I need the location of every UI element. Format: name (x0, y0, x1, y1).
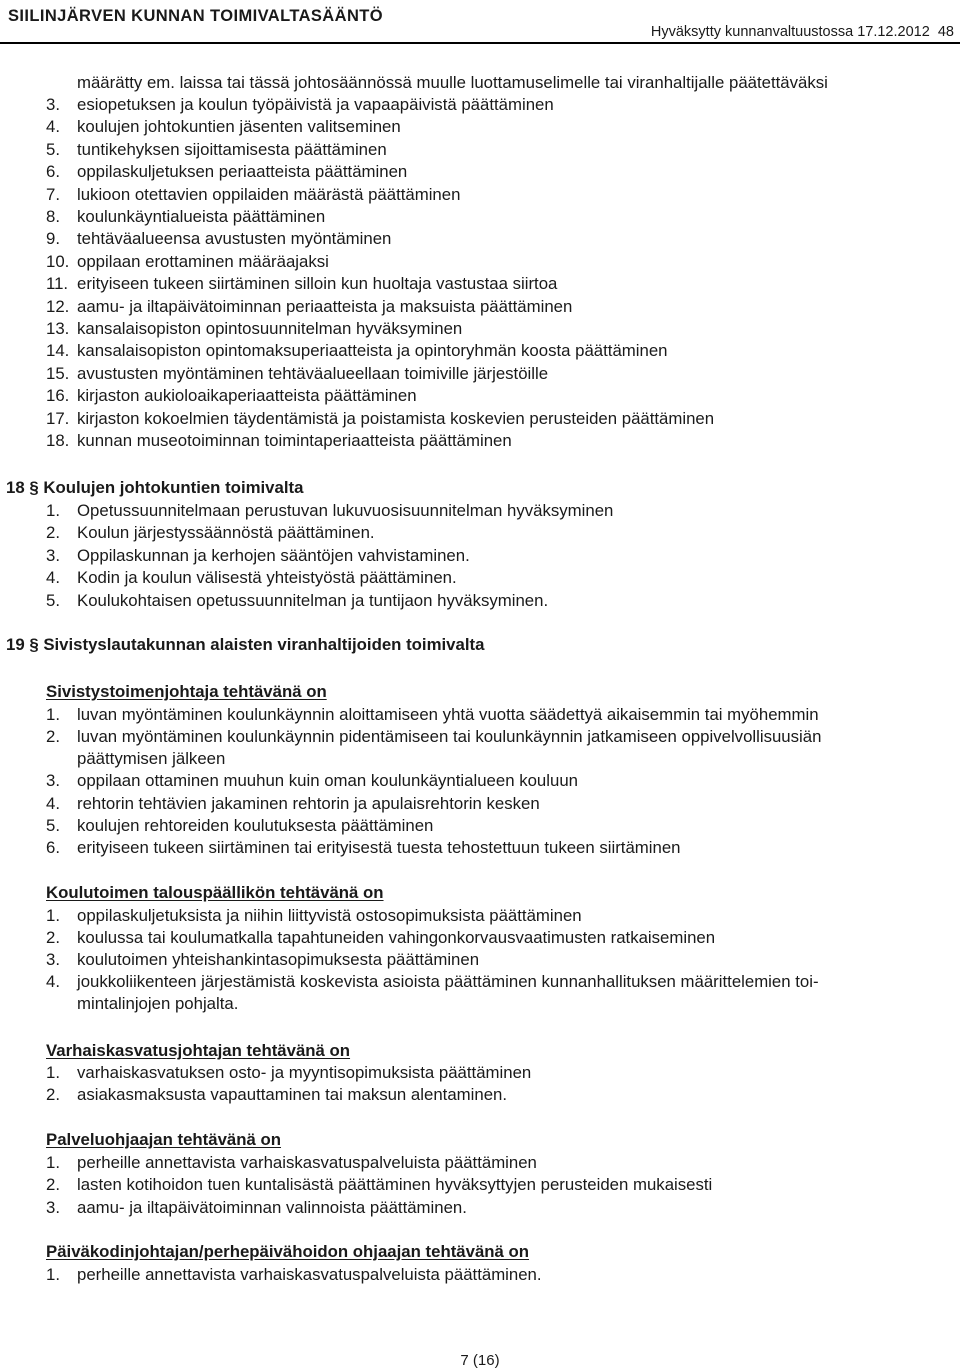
item-text: joukkoliikenteen järjestämistä koskevista asioista päättäminen kunnanhallituksen määrittelemien toi- (77, 972, 819, 991)
list-item (46, 185, 460, 205)
list-item (46, 386, 417, 406)
list-item (46, 162, 407, 182)
list-item (46, 794, 540, 814)
item-text: varhaiskasvatuksen osto- ja myyntisopimuksista päättäminen (77, 1063, 532, 1082)
list-item (46, 409, 714, 429)
list-item (46, 568, 457, 588)
list-item-continuation (77, 994, 238, 1014)
item-number: 12. (46, 296, 70, 316)
item-number: 2. (46, 727, 60, 746)
approval-info (651, 24, 954, 40)
item-text: perheille annettavista varhaiskasvatuspalveluista päättäminen. (77, 1265, 542, 1284)
item-number: 1. (46, 906, 60, 925)
subsection-title-text: Sivistystoimenjohtaja tehtävänä on (46, 682, 327, 701)
list-item (46, 431, 512, 451)
item-number: 2. (46, 928, 60, 947)
subsection-title (46, 1041, 350, 1061)
list-item (46, 1265, 542, 1285)
list-item (46, 816, 433, 836)
item-number: 8. (46, 207, 60, 226)
item-text: luvan myöntäminen koulunkäynnin pidentämiseen tai koulunkäynnin jatkamiseen oppivelvollisuusiän (77, 727, 822, 746)
list-item (46, 229, 391, 249)
item-text: Kodin ja koulun välisestä yhteistyöstä päättäminen. (77, 568, 457, 588)
item-text: lukioon otettavien oppilaiden määrästä päättäminen (77, 184, 461, 204)
item-text: rehtorin tehtävien jakaminen rehtorin ja apulaisrehtorin kesken (77, 794, 540, 813)
item-number: 7. (46, 184, 60, 204)
list-item (46, 928, 715, 948)
item-text: perheille annettavista varhaiskasvatuspalveluista päättäminen (77, 1153, 537, 1172)
list-item (46, 1153, 537, 1173)
list-item (46, 319, 462, 339)
list-item (46, 297, 572, 317)
subsection-title (46, 1242, 529, 1262)
item-text: Oppilaskunnan ja kerhojen sääntöjen vahvistaminen. (77, 545, 470, 565)
subsection-title (46, 883, 384, 903)
subsection-title-text: Palveluohjaajan tehtävänä on (46, 1130, 282, 1149)
section-19-heading (6, 635, 484, 655)
item-number: 5. (46, 590, 60, 610)
item-number: 1. (46, 501, 60, 520)
item-text: koulujen rehtoreiden koulutuksesta päättäminen (77, 816, 434, 835)
item-number: 2. (46, 1175, 60, 1195)
list-item (46, 838, 681, 858)
list-item (46, 705, 819, 725)
list-item (46, 252, 329, 272)
section-18-heading (6, 478, 303, 498)
item-text: Opetussuunnitelmaan perustuvan lukuvuosisuunnitelman hyväksyminen (77, 501, 614, 520)
item-number: 11. (46, 274, 69, 294)
document-title: SIILINJÄRVEN KUNNAN TOIMIVALTASÄÄNTÖ (8, 7, 383, 25)
item-text: luvan myöntäminen koulunkäynnin aloittamiseen yhtä vuotta säädettyä aikaisemmin tai myöhemmin (77, 705, 819, 724)
page-number: 48 (937, 24, 954, 40)
item-text: kansalaisopiston opintosuunnitelman hyväksyminen (77, 319, 463, 338)
item-text-continued: päättymisen jälkeen (77, 749, 226, 768)
list-item (46, 95, 554, 115)
item-text: erityiseen tukeen siirtäminen tai erityisestä tuesta tehostettuun tukeen siirtäminen (77, 838, 681, 857)
list-item (46, 1198, 467, 1218)
item-number: 15. (46, 363, 70, 383)
item-text: asiakasmaksusta vapauttaminen tai maksun alentaminen. (77, 1085, 508, 1105)
list-item (46, 364, 548, 384)
list-item (46, 1175, 712, 1195)
item-text: avustusten myöntäminen tehtäväalueellaan toimiville järjestöille (77, 363, 549, 383)
page-header (0, 0, 960, 44)
item-number: 13. (46, 319, 70, 338)
item-number: 10. (46, 251, 70, 271)
item-text: koulussa tai koulumatkalla tapahtuneiden vahingonkorvausvaatimusten ratkaiseminen (77, 928, 716, 947)
item-number: 2. (46, 1085, 60, 1105)
list-item (46, 1085, 507, 1105)
item-text: esiopetuksen ja koulun työpäivistä ja vapaapäivistä päättäminen (77, 95, 554, 114)
item-text: aamu- ja iltapäivätoiminnan periaatteista ja maksuista päättäminen (77, 296, 573, 316)
item-text: kunnan museotoiminnan toimintaperiaatteista päättäminen (77, 431, 512, 450)
item-text: oppilaan erottaminen määräajaksi (77, 251, 329, 271)
item-number: 1. (46, 1153, 60, 1172)
list-item (46, 140, 387, 160)
item-number: 1. (46, 1265, 60, 1284)
item-number: 4. (46, 794, 60, 813)
item-number: 1. (46, 705, 60, 724)
item-number: 16. (46, 386, 70, 406)
item-text: aamu- ja iltapäivätoiminnan valinnoista päättäminen. (77, 1197, 467, 1217)
item-number: 4. (46, 117, 60, 137)
item-number: 3. (46, 771, 60, 790)
item-text: koulutoimen yhteishankintasopimuksesta päättäminen (77, 950, 480, 969)
item-text: erityiseen tukeen siirtäminen silloin kun huoltaja vastustaa siirtoa (77, 274, 558, 294)
subsection-title (46, 1130, 281, 1150)
item-number: 18. (46, 431, 70, 450)
list-item (46, 117, 401, 137)
item-number: 4. (46, 972, 60, 991)
list-item (46, 341, 668, 361)
item-text: kirjaston aukioloaikaperiaatteista päättäminen (77, 386, 417, 406)
item-text: kirjaston kokoelmien täydentämistä ja poistamista koskevien perusteiden päättäminen (77, 408, 715, 428)
item-number: 5. (46, 816, 60, 835)
item-number: 9. (46, 229, 60, 249)
list-item (46, 906, 582, 926)
item-text: koulunkäyntialueista päättäminen (77, 207, 326, 226)
list-item (46, 591, 548, 611)
item-number: 17. (46, 408, 70, 428)
subsection-title-text: Varhaiskasvatusjohtajan tehtävänä on (46, 1041, 351, 1060)
list-item (46, 727, 821, 747)
item-text: tehtäväalueensa avustusten myöntäminen (77, 229, 392, 249)
item-number: 3. (46, 950, 60, 969)
item-text: tuntikehyksen sijoittamisesta päättäminen (77, 139, 387, 159)
item-number: 4. (46, 568, 60, 588)
item-text-continued: mintalinjojen pohjalta. (77, 994, 239, 1013)
list-item (46, 523, 375, 543)
item-text: lasten kotihoidon tuen kuntalisästä päättäminen hyväksyttyjen perusteiden mukaisesti (77, 1175, 713, 1195)
list-item (46, 1063, 531, 1083)
intro-text: määrätty em. laissa tai tässä johtosäännössä muulle luottamuselimelle tai viranhaltijalle päätettäväksi (77, 73, 828, 92)
item-number: 1. (46, 1063, 60, 1082)
section-heading-text: 18 § Koulujen johtokuntien toimivalta (6, 478, 304, 497)
item-number: 5. (46, 139, 60, 159)
subsection-title-text: Päiväkodinjohtajan/perhepäivähoidon ohjaajan tehtävänä on (46, 1242, 530, 1261)
list-item (46, 274, 557, 294)
section-heading-text: 19 § Sivistyslautakunnan alaisten viranhaltijoiden toimivalta (6, 635, 485, 654)
item-text: oppilaan ottaminen muuhun kuin oman koulunkäyntialueen kouluun (77, 771, 578, 790)
subsection-title-text: Koulutoimen talouspäällikön tehtävänä on (46, 883, 384, 902)
item-text: Koulukohtaisen opetussuunnitelman ja tuntijaon hyväksyminen. (77, 590, 549, 610)
item-text: oppilaskuljetuksen periaatteista päättäminen (77, 162, 408, 182)
item-number: 3. (46, 545, 60, 565)
item-text: oppilaskuljetuksista ja niihin liittyvistä ostosopimuksista päättäminen (77, 906, 582, 925)
list-item (46, 501, 613, 521)
item-number: 3. (46, 95, 60, 114)
item-number: 14. (46, 341, 70, 361)
item-number: 3. (46, 1197, 60, 1217)
list-item (46, 950, 479, 970)
subsection-title (46, 682, 327, 702)
item-text: koulujen johtokuntien jäsenten valitseminen (77, 117, 401, 137)
item-number: 6. (46, 838, 60, 857)
page-footer: 7 (16) (460, 1352, 500, 1369)
list-item (46, 207, 325, 227)
list-item (46, 972, 819, 992)
list-item-continuation (77, 749, 225, 769)
item-number: 2. (46, 523, 60, 543)
item-text: Koulun järjestyssäännöstä päättäminen. (77, 523, 375, 543)
list-item (46, 546, 470, 566)
list-item (46, 771, 578, 791)
intro-line (77, 73, 828, 93)
approval-text: Hyväksytty kunnanvaltuustossa 17.12.2012 (650, 24, 930, 40)
item-number: 6. (46, 162, 60, 182)
item-text: kansalaisopiston opintomaksuperiaatteista ja opintoryhmän koosta päättäminen (77, 341, 668, 361)
